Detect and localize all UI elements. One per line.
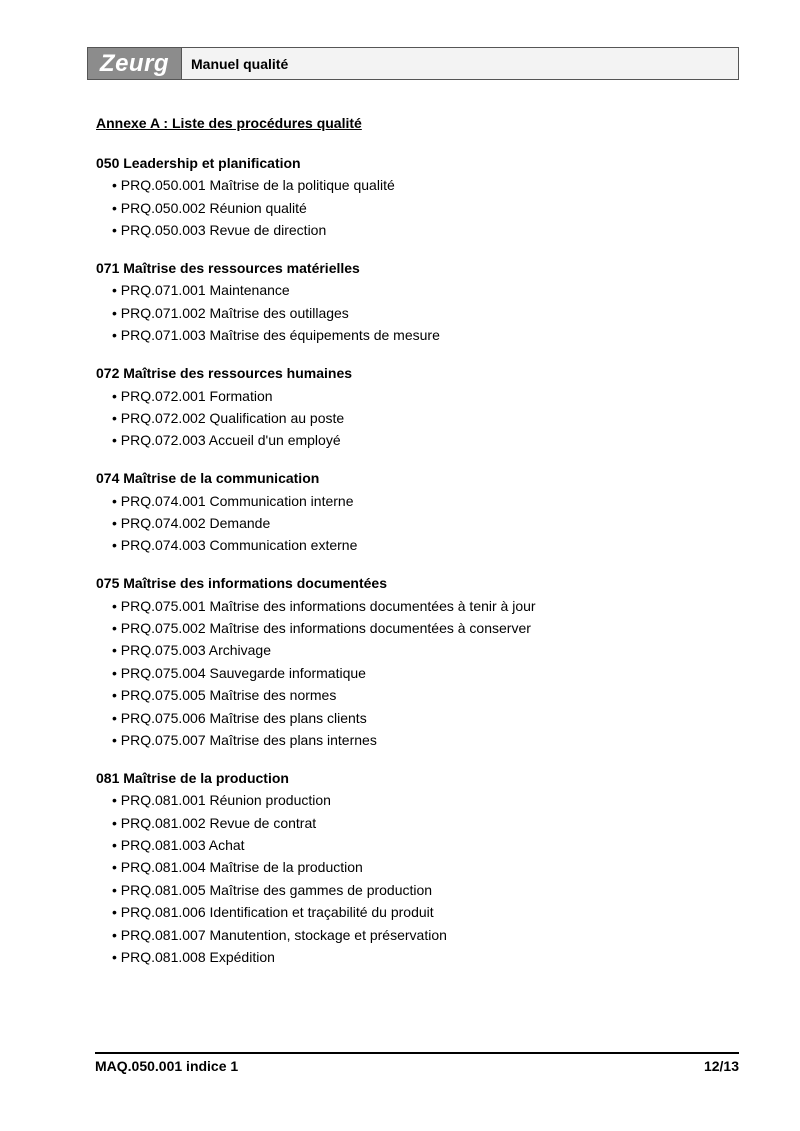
procedure-item: • PRQ.081.003 Achat [96, 836, 736, 858]
procedure-item: • PRQ.071.002 Maîtrise des outillages [96, 304, 736, 326]
section-title: 072 Maîtrise des ressources humaines [96, 365, 353, 382]
procedure-item: • PRQ.074.002 Demande [96, 514, 736, 536]
procedure-item: • PRQ.075.001 Maîtrise des informations documentées à tenir à jour [96, 597, 736, 619]
section-title: 071 Maîtrise des ressources matérielles [96, 260, 360, 277]
section-title: 074 Maîtrise de la communication [96, 470, 320, 487]
procedure-sections [96, 154, 736, 986]
company-logo: Zeurg [88, 48, 182, 79]
procedure-section [96, 769, 736, 971]
procedure-item: • PRQ.071.003 Maîtrise des équipements de mesure [96, 326, 736, 348]
procedure-item: • PRQ.081.006 Identification et traçabilité du produit [96, 903, 736, 925]
procedure-item: • PRQ.074.003 Communication externe [96, 536, 736, 558]
page-footer [95, 1052, 739, 1074]
procedure-item: • PRQ.075.002 Maîtrise des informations documentées à conserver [96, 619, 736, 641]
procedure-item: • PRQ.050.001 Maîtrise de la politique qualité [96, 176, 736, 198]
procedure-section [96, 574, 736, 753]
annex-title: Annexe A : Liste des procédures qualité [96, 115, 362, 131]
procedure-item: • PRQ.081.001 Réunion production [96, 791, 736, 813]
procedure-item: • PRQ.075.003 Archivage [96, 641, 736, 663]
procedure-section [96, 259, 736, 349]
page-number: 12/13 [703, 1058, 739, 1074]
procedure-item: • PRQ.081.005 Maîtrise des gammes de production [96, 881, 736, 903]
page-header [87, 47, 739, 80]
procedure-item: • PRQ.075.007 Maîtrise des plans internes [96, 731, 736, 753]
procedure-item: • PRQ.072.002 Qualification au poste [96, 409, 736, 431]
procedure-item: • PRQ.074.001 Communication interne [96, 492, 736, 514]
procedure-section [96, 469, 736, 559]
procedure-item: • PRQ.050.002 Réunion qualité [96, 199, 736, 221]
procedure-item: • PRQ.081.007 Manutention, stockage et préservation [96, 926, 736, 948]
section-title: 081 Maîtrise de la production [96, 769, 289, 786]
procedure-section [96, 154, 736, 244]
section-title: 050 Leadership et planification [96, 155, 301, 171]
procedure-item: • PRQ.072.003 Accueil d'un employé [96, 431, 736, 453]
procedure-item: • PRQ.050.003 Revue de direction [96, 221, 736, 243]
section-title: 075 Maîtrise des informations documentées [96, 575, 387, 592]
procedure-item: • PRQ.081.008 Expédition [96, 948, 736, 970]
procedure-item: • PRQ.075.004 Sauvegarde informatique [96, 664, 736, 686]
procedure-item: • PRQ.071.001 Maintenance [96, 281, 736, 303]
procedure-item: • PRQ.081.004 Maîtrise de la production [96, 858, 736, 880]
procedure-section [96, 364, 736, 454]
procedure-item: • PRQ.075.005 Maîtrise des normes [96, 686, 736, 708]
procedure-item: • PRQ.075.006 Maîtrise des plans clients [96, 709, 736, 731]
document-reference: MAQ.050.001 indice 1 [95, 1058, 239, 1074]
procedure-item: • PRQ.072.001 Formation [96, 387, 736, 409]
procedure-item: • PRQ.081.002 Revue de contrat [96, 814, 736, 836]
document-title: Manuel qualité [191, 55, 289, 72]
